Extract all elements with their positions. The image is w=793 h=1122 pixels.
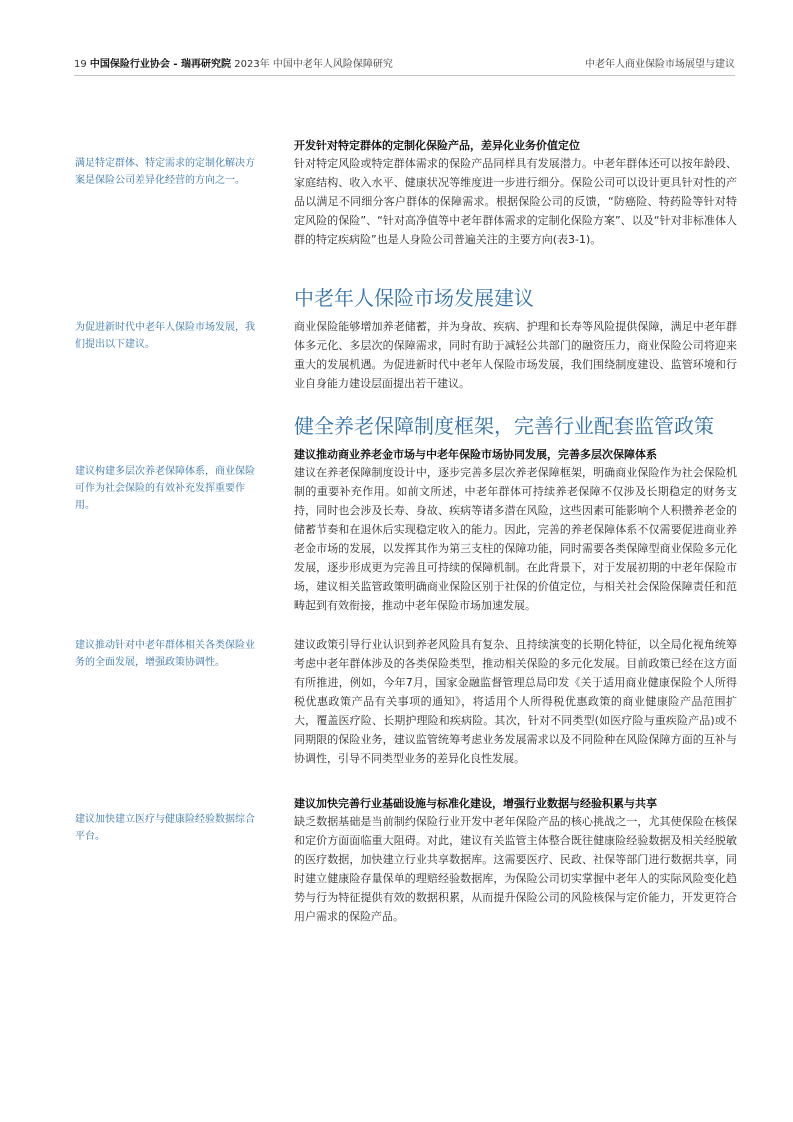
sidenote-1: 满足特定群体、特定需求的定制化解决方案是保险公司差异化经营的方向之一。 [75, 158, 255, 186]
section-custom-products [294, 137, 737, 249]
report-title: 2023年 中国中老年人风险保障研究 [234, 59, 393, 70]
sidenote-2: 为促进新时代中老年人保险市场发展，我们提出以下建议。 [75, 322, 255, 350]
sidenote-3: 建议构建多层次养老保障体系，商业保险可作为社会保险的有效补充发挥重要作用。 [75, 466, 255, 511]
page-number: 19 [74, 59, 87, 70]
section-pension-framework [294, 446, 737, 615]
sidenote-4: 建议推动针对中老年群体相关各类保险业务的全面发展，增强政策协调性。 [75, 640, 255, 668]
page-header [74, 55, 735, 71]
heading-pension-framework: 健全养老保障制度框架，完善行业配套监管政策 [294, 414, 714, 438]
heading-market-recommendations: 中老年人保险市场发展建议 [294, 286, 534, 310]
sidenote-5: 建议加快建立医疗与健康险经验数据综合平台。 [75, 814, 255, 842]
paragraph-pension-coordination: 建议在养老保障制度设计中，逐步完善多层次养老保障框架，明确商业保险作为社会保险机制的重要补充作用。如前文所述，中老年群体可持续养老保障不仅涉及长期稳定的财务支持，同时也会涉及长寿、身故、疾病等诸多潜在风险，这些因素可能影响个人积攒养老金的储蓄节奏和在退休后实现稳定收入的能力。因此，完善的养老保障体系不仅需要促进商业养老金市场的发展，以发挥其作为第三支柱的保障功能，同时需要各类保障型商业保险多元化发展，逐步形成更为完善且可持续的保障机制。在此背景下，对于发展初期的中老年保险市场，建议相关监管政策明确商业保险区别于社保的价值定位，与相关社会保险保障责任和范畴起到有效衔接，推动中老年保险市场加速发展。 [294, 466, 737, 612]
chapter-title: 中老年人商业保险市场展望与建议 [585, 59, 735, 70]
paragraph-policy-coordination: 建议政策引导行业认识到养老风险具有复杂、且持续演变的长期化特征，以全局化视角统筹考虑中老年群体涉及的各类保险类型，推动相关保险的多元化发展。目前政策已经在这方面有所推进，例如，今年7月，国家金融监督管理总局印发《关于适用商业健康保险个人所得税优惠政策产品有关事项的通知》，将适用个人所得税优惠政策的商业健康险产品范围扩大，覆盖医疗险、长期护理险和疾病险。其次，针对不同类型(如医疗险与重疾险产品)或不同期限的保险业务，建议监管统筹考虑业务发展需求以及不同险种在风险保障方面的互补与协调性，引导不同类型业务的差异化良性发展。 [294, 638, 737, 765]
header-divider [74, 75, 735, 76]
organization-name: 中国保险行业协会 - 瑞再研究院 [89, 59, 232, 70]
paragraph-market-recommendations: 商业保险能够增加养老储蓄，并为身故、疾病、护理和长寿等风险提供保障，满足中老年群体多元化、多层次的保障需求，同时有助于减轻公共部门的融资压力，商业保险公司将迎来重大的发展机遇。为促进新时代中老年人保险市场发展，我们围绕制度建设、监管环境和行业自身能力建设层面提出若干建议。 [294, 320, 737, 390]
subheading-custom-products: 开发针对特定群体的定制化保险产品，差异化业务价值定位 [294, 139, 580, 152]
subheading-data-infrastructure: 建议加快完善行业基础设施与标准化建设，增强行业数据与经验积累与共享 [294, 797, 657, 810]
paragraph-custom-products: 针对特定风险或特定群体需求的保险产品同样具有发展潜力。中老年群体还可以按年龄段、家庭结构、收入水平、健康状况等维度进一步进行细分。保险公司可以设计更具针对性的产品以满足不同细分客户群体的保障需求。根据保险公司的反馈，“防癌险、特药险等针对特定风险的保险”、“针对高净值等中老年群体需求的定制化保险方案”、以及“针对非标准体人群的特定疾病险”也是人身险公司普遍关注的主要方向(表3-1)。 [294, 157, 737, 246]
paragraph-data-infrastructure: 缺乏数据基础是当前制约保险行业开发中老年保险产品的核心挑战之一，尤其使保险在核保和定价方面面临重大阻碍。对此，建议有关监管主体整合既往健康险经验数据及相关经脱敏的医疗数据，加快建立行业共享数据库。这需要医疗、民政、社保等部门进行数据共享，同时建立健康险存量保单的理赔经验数据库，为保险公司切实掌握中老年人的实际风险变化趋势与行为特征提供有效的数据积累，从而提升保险公司的风险核保与定价能力，开发更符合用户需求的保险产品。 [294, 815, 737, 923]
section-data-infrastructure [294, 795, 737, 926]
subheading-pension-coordination: 建议推动商业养老金市场与中老年保险市场协同发展，完善多层次保障体系 [294, 448, 657, 461]
